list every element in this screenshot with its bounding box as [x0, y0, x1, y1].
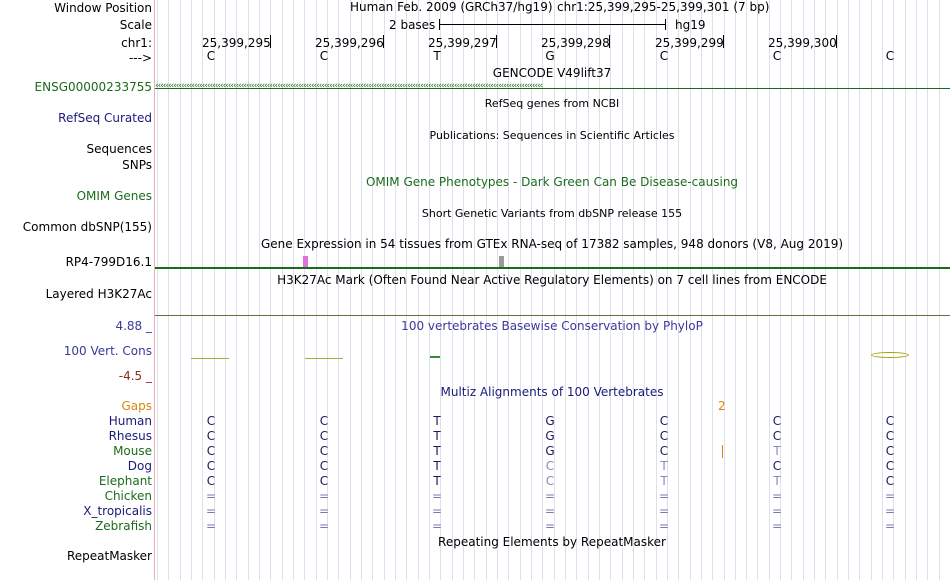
ruler-label: 25,399,299 — [655, 36, 724, 50]
species-label-human[interactable]: Human — [108, 414, 152, 428]
aligned-base: = — [771, 504, 783, 518]
aligned-base: C — [659, 414, 669, 428]
aligned-base: = — [205, 489, 217, 503]
species-label-rhesus[interactable]: Rhesus — [108, 429, 152, 443]
aligned-base: = — [318, 519, 330, 533]
reference-base: C — [885, 49, 895, 63]
aligned-base: T — [433, 444, 441, 458]
aligned-base: C — [319, 414, 329, 428]
aligned-base: C — [885, 459, 895, 473]
scale-bar-left-cap — [439, 19, 440, 30]
aligned-base: C — [885, 414, 895, 428]
aligned-base: C — [319, 444, 329, 458]
aligned-base: = — [884, 489, 896, 503]
aligned-base: C — [885, 444, 895, 458]
gaps-label: Gaps — [121, 399, 152, 413]
gtex-bar-gray[interactable] — [499, 256, 504, 267]
repeatmasker-label[interactable]: RepeatMasker — [66, 549, 152, 563]
species-label-mouse[interactable]: Mouse — [113, 444, 152, 458]
phylop-mark-3 — [430, 356, 440, 358]
sequences-label[interactable]: Sequences — [86, 142, 152, 156]
aligned-base: C — [885, 474, 895, 488]
aligned-base: = — [431, 504, 443, 518]
aligned-base: C — [772, 429, 782, 443]
aligned-base: T — [433, 414, 441, 428]
aligned-base: = — [884, 504, 896, 518]
cons-min-label: -4.5 _ — [118, 369, 152, 383]
species-label-elephant[interactable]: Elephant — [98, 474, 152, 488]
dbsnp-track-title: Short Genetic Variants from dbSNP release 155 — [421, 207, 683, 220]
omim-track-title: OMIM Gene Phenotypes - Dark Green Can Be Disease-causing — [365, 175, 739, 189]
cons-max-label: 4.88 _ — [115, 319, 152, 333]
species-label-x_tropicalis[interactable]: X_tropicalis — [83, 504, 152, 518]
dbsnp-label[interactable]: Common dbSNP(155) — [22, 220, 152, 234]
ruler-label: 25,399,298 — [541, 36, 610, 50]
aligned-base: G — [545, 429, 555, 443]
omim-genes-label[interactable]: OMIM Genes — [76, 189, 152, 203]
ruler-label: 25,399,297 — [428, 36, 497, 50]
aligned-base: = — [318, 504, 330, 518]
scale-bar-right-cap — [665, 19, 666, 30]
aligned-base: C — [206, 444, 216, 458]
aligned-base: C — [885, 429, 895, 443]
aligned-base: T — [773, 474, 781, 488]
assembly-title: Human Feb. 2009 (GRCh37/hg19) — [350, 0, 553, 14]
aligned-base: = — [658, 519, 670, 533]
aligned-base: = — [544, 504, 556, 518]
gtex-baseline — [155, 267, 950, 269]
aligned-base: = — [431, 519, 443, 533]
rp4-label[interactable]: RP4-799D16.1 — [65, 255, 152, 269]
species-label-dog[interactable]: Dog — [127, 459, 152, 473]
aligned-base: C — [659, 444, 669, 458]
h3k27ac-baseline — [155, 315, 950, 316]
track-data-area[interactable] — [155, 0, 950, 580]
aligned-base: T — [773, 444, 781, 458]
phylop-mark-4 — [871, 352, 909, 358]
reference-base: T — [433, 49, 441, 63]
aligned-base: = — [658, 504, 670, 518]
aligned-base: = — [205, 504, 217, 518]
aligned-base: C — [206, 459, 216, 473]
reference-base: C — [659, 49, 669, 63]
publications-track-title: Publications: Sequences in Scientific Articles — [429, 129, 675, 142]
vert-cons-label[interactable]: 100 Vert. Cons — [63, 344, 152, 358]
scale-bar — [439, 24, 665, 25]
phylop-mark-1 — [191, 358, 229, 359]
multiz-track-title: Multiz Alignments of 100 Vertebrates — [440, 385, 664, 399]
aligned-base: T — [660, 459, 668, 473]
gene-id-label[interactable]: ENSG00000233755 — [34, 80, 152, 94]
aligned-base: C — [659, 429, 669, 443]
window-position-label: Window Position — [54, 1, 152, 15]
gtex-track-title: Gene Expression in 54 tissues from GTEx RNA-seq of 17382 samples, 948 donors (V8, Aug 2019) — [260, 237, 844, 251]
refseq-track-title: RefSeq genes from NCBI — [484, 97, 620, 110]
gencode-track-title: GENCODE V49lift37 — [492, 66, 612, 80]
refseq-curated-label[interactable]: RefSeq Curated — [58, 111, 152, 125]
aligned-base: T — [433, 459, 441, 473]
aligned-base: = — [318, 489, 330, 503]
track-label-column — [0, 0, 155, 580]
chromosome-label: chr1: — [121, 36, 152, 50]
aligned-base: = — [544, 489, 556, 503]
gaps-value: 2 — [718, 399, 726, 413]
aligned-base: = — [771, 489, 783, 503]
reference-base: G — [545, 49, 555, 63]
gtex-bar-pink[interactable] — [303, 256, 308, 267]
aligned-base: C — [319, 459, 329, 473]
phylop-track-title: 100 vertebrates Basewise Conservation by PhyloP — [401, 319, 703, 333]
aligned-base: = — [771, 519, 783, 533]
aligned-base: G — [545, 414, 555, 428]
aligned-base: C — [319, 429, 329, 443]
aligned-base: C — [545, 459, 555, 473]
aligned-base: C — [545, 474, 555, 488]
aligned-base: = — [658, 489, 670, 503]
snps-label[interactable]: SNPs — [122, 158, 152, 172]
species-label-chicken[interactable]: Chicken — [104, 489, 152, 503]
aligned-base: C — [772, 459, 782, 473]
phylop-mark-2 — [305, 358, 343, 359]
aligned-base: T — [433, 474, 441, 488]
gencode-strand-arrows: ‹‹‹‹‹‹‹‹‹‹‹‹‹‹‹‹‹‹‹‹‹‹‹‹‹‹‹‹‹‹‹‹‹‹‹‹‹‹‹‹‹‹‹‹‹‹‹‹‹‹‹‹‹‹‹‹‹‹‹‹‹‹‹‹‹‹‹‹‹‹‹‹‹‹‹‹‹‹‹‹‹‹‹‹‹‹‹‹‹‹‹‹‹‹‹‹‹‹‹‹‹‹‹‹‹‹‹‹‹‹‹‹‹‹‹‹‹‹‹‹‹‹‹‹‹‹‹‹‹‹‹‹‹‹‹‹‹‹‹‹‹‹‹‹‹‹‹‹‹ — [155, 81, 543, 91]
strand-label: ---> — [128, 51, 152, 65]
aligned-base: C — [206, 429, 216, 443]
aligned-base: = — [884, 519, 896, 533]
aligned-base: G — [545, 444, 555, 458]
h3k27ac-label[interactable]: Layered H3K27Ac — [45, 287, 152, 301]
aligned-base: T — [660, 474, 668, 488]
mouse-insertion-mark — [722, 445, 723, 458]
aligned-base: T — [433, 429, 441, 443]
ruler-label: 25,399,296 — [315, 36, 384, 50]
reference-base: C — [772, 49, 782, 63]
aligned-base: C — [772, 414, 782, 428]
ruler-label: 25,399,295 — [202, 36, 271, 50]
reference-base: C — [206, 49, 216, 63]
scale-db: hg19 — [675, 18, 706, 32]
aligned-base: C — [206, 414, 216, 428]
aligned-base: = — [205, 519, 217, 533]
reference-base: C — [319, 49, 329, 63]
aligned-base: C — [206, 474, 216, 488]
ruler-label: 25,399,300 — [768, 36, 837, 50]
scale-label: Scale — [119, 18, 152, 32]
position-title: chr1:25,399,295-25,399,301 (7 bp) — [557, 0, 770, 14]
repeatmasker-track-title: Repeating Elements by RepeatMasker — [438, 535, 666, 549]
aligned-base: = — [431, 489, 443, 503]
h3k27ac-track-title: H3K27Ac Mark (Often Found Near Active Regulatory Elements) on 7 cell lines from ENCODE — [277, 273, 827, 287]
aligned-base: C — [319, 474, 329, 488]
scale-text: 2 bases — [389, 18, 436, 32]
species-label-zebrafish[interactable]: Zebrafish — [95, 519, 152, 533]
aligned-base: = — [544, 519, 556, 533]
